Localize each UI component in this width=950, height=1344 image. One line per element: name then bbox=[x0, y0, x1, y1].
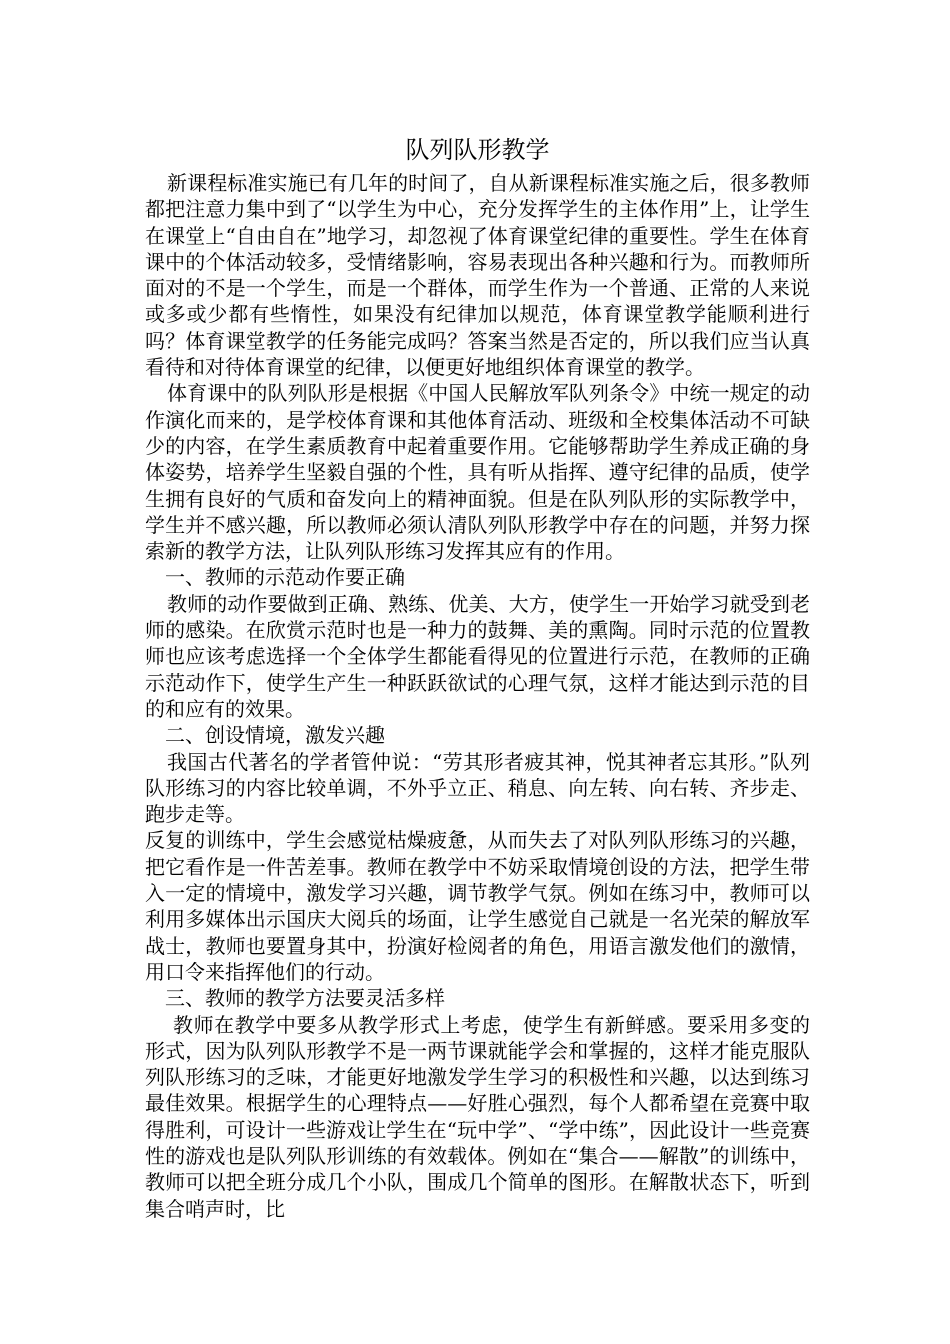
section-heading-1: 一、教师的示范动作要正确 bbox=[165, 565, 405, 590]
paragraph-section-1: 教师的动作要做到正确、熟练、优美、大方，使学生一开始学习就受到老师的感染。在欣赏示范时也是一种力的鼓舞、美的熏陶。同时示范的位置教师也应该考虑选择一个全体学生都能看得见的位置进行示范，在教师的正确示范动作下，使学生产生一种跃跃欲试的心理气氛，这样才能达到示范的目的和应有的效果。 bbox=[145, 591, 810, 721]
paragraph-intro: 新课程标准实施已有几年的时间了，自从新课程标准实施之后，很多教师都把注意力集中到了“以学生为中心，充分发挥学生的主体作用”上，让学生在课堂上“自由自在”地学习，却忽视了体育课堂纪律的重要性。学生在体育课中的个体活动较多，受情绪影响，容易表现出各种兴趣和行为。而教师所面对的不是一个学生，而是一个群体，而学生作为一个普通、正常的人来说或多或少都有些惰性，如果没有纪律加以规范，体育课堂教学能顺利进行吗？体育课堂教学的任务能完成吗？答案当然是否定的，所以我们应当认真看待和对待体育课堂的纪律，以便更好地组织体育课堂的教学。 bbox=[145, 171, 810, 380]
paragraph-section-2a: 我国古代著名的学者管仲说：“劳其形者疲其神，悦其神者忘其形。”队列队形练习的内容比较单调，不外乎立正、稍息、向左转、向右转、齐步走、跑步走等。 bbox=[145, 749, 810, 827]
paragraph-section-3: 教师在教学中要多从教学形式上考虑，使学生有新鲜感。要采用多变的形式，因为队列队形教学不是一两节课就能学会和掌握的，这样才能克服队列队形练习的乏味，才能更好地激发学生学习的积极性和兴趣，以达到练习最佳效果。根据学生的心理特点——好胜心强烈，每个人都希望在竞赛中取得胜利，可设计一些游戏让学生在“玩中学”、“学中练”，因此设计一些竞赛性的游戏也是队列队形训练的有效载体。例如在“集合——解散”的训练中，教师可以把全班分成几个小队，围成几个简单的图形。在解散状态下，听到集合哨声时，比 bbox=[145, 1012, 810, 1221]
paragraph-section-2b: 反复的训练中，学生会感觉枯燥疲惫，从而失去了对队列队形练习的兴趣，把它看作是一件苦差事。教师在教学中不妨采取情境创设的方法，把学生带入一定的情境中，激发学习兴趣，调节教学气氛。例如在练习中，教师可以利用多媒体出示国庆大阅兵的场面，让学生感觉自己就是一名光荣的解放军战士，教师也要置身其中，扮演好检阅者的角色，用语言激发他们的激情，用口令来指挥他们的行动。 bbox=[145, 828, 810, 984]
section-heading-3: 三、教师的教学方法要灵活多样 bbox=[165, 986, 445, 1011]
section-heading-2: 二、创设情境，激发兴趣 bbox=[165, 723, 385, 748]
document-page bbox=[145, 130, 810, 1222]
document-title: 队列队形教学 bbox=[405, 136, 550, 164]
paragraph-drill-background: 体育课中的队列队形是根据《中国人民解放军队列条令》中统一规定的动作演化而来的，是学校体育课和其他体育活动、班级和全校集体活动不可缺少的内容，在学生素质教育中起着重要作用。它能够帮助学生养成正确的身体姿势，培养学生坚毅自强的个性，具有听从指挥、遵守纪律的品质，使学生拥有良好的气质和奋发向上的精神面貌。但是在队列队形的实际教学中，学生并不感兴趣，所以教师必须认清队列队形教学中存在的问题，并努力探索新的教学方法，让队列队形练习发挥其应有的作用。 bbox=[145, 381, 810, 564]
